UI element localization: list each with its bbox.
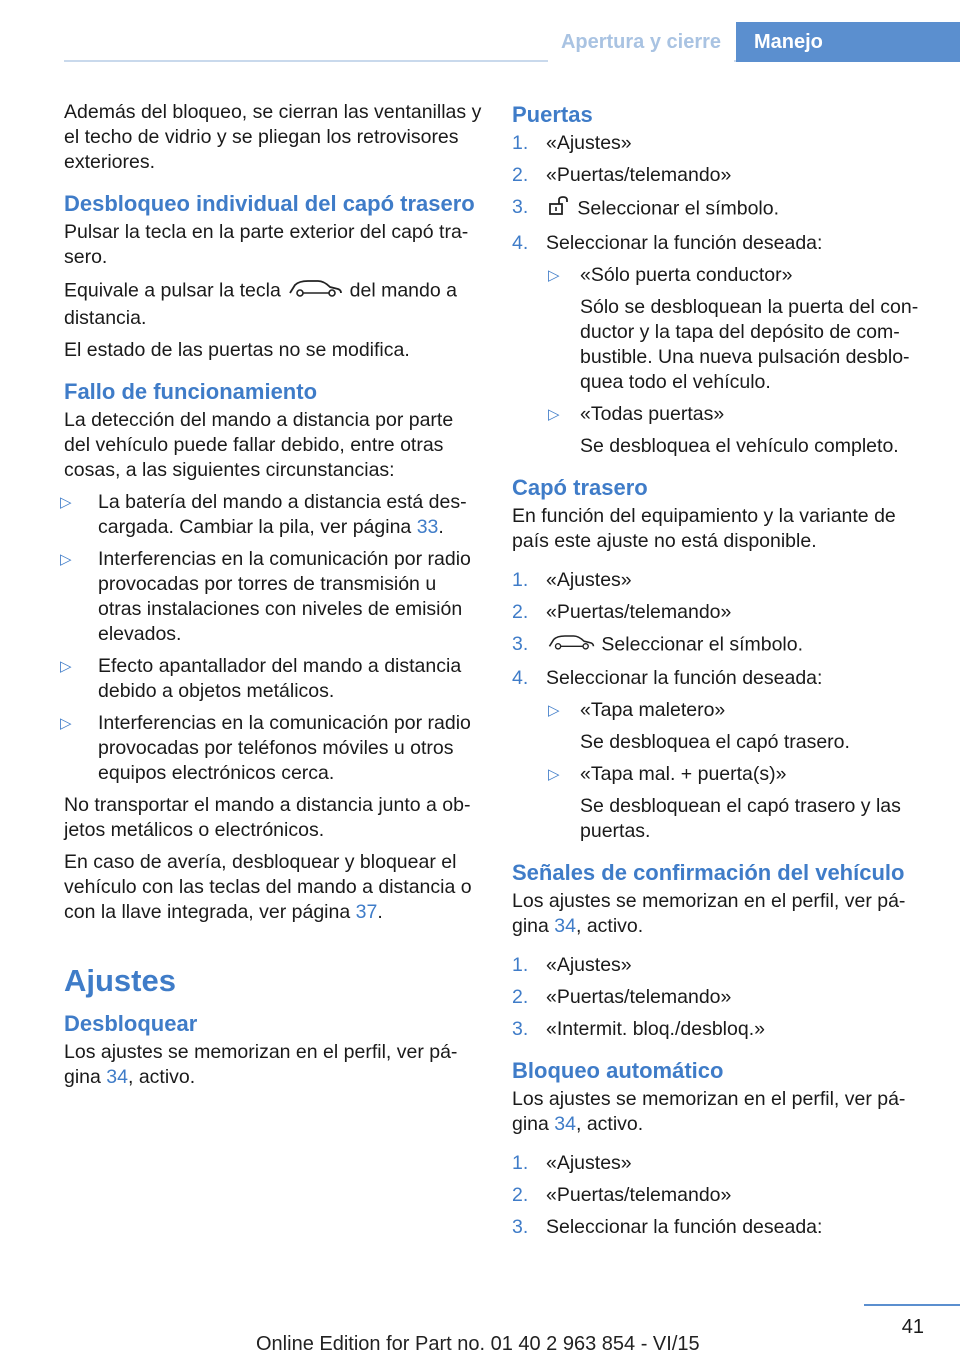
page-link[interactable]: 34 bbox=[554, 1113, 576, 1135]
unlock-icon bbox=[546, 195, 572, 224]
malfunction-list bbox=[64, 490, 484, 786]
step-item: 3. Seleccionar el símbolo. bbox=[512, 632, 932, 659]
paragraph-with-icon bbox=[64, 277, 484, 331]
option-item: ▷ «Sólo puerta conductor» Sólo se desbloquean la puerta del con‐ductor y la tapa del depósito de com‐bustible. Una nueva pulsación desblo‐quea todo el vehículo. bbox=[546, 263, 932, 395]
list-item: ▷ Interferencias en la comunicación por radio provocadas por torres de transmisión u otras instalaciones con niveles de emisión elevados. bbox=[64, 547, 484, 647]
paragraph: Pulsar la tecla en la parte exterior del capó tra‐sero. bbox=[64, 221, 469, 268]
page-link[interactable]: 33 bbox=[416, 516, 439, 538]
list-item: ▷ Interferencias en la comunicación por radio provocadas por teléfonos móviles u otros equipos electrónicos cerca. bbox=[64, 711, 484, 786]
car-trunk-icon bbox=[546, 632, 596, 659]
step-item: 3. «Intermit. bloq./desbloq.» bbox=[512, 1018, 765, 1040]
heading-trunk: Capó trasero bbox=[512, 475, 648, 500]
step-item: 3. Seleccionar la función deseada: bbox=[512, 1216, 823, 1238]
paragraph: Los ajustes se memorizan en el perfil, ver pá‐gina 34, activo. bbox=[512, 890, 906, 937]
intro-paragraph: Además del bloqueo, se cierran las ventanillas y el techo de vidrio y se pliegan los retrovisores exteriores. bbox=[64, 101, 482, 173]
option-item: ▷ «Tapa mal. + puerta(s)» Se desbloquean el capó trasero y las puertas. bbox=[546, 762, 932, 844]
step-item: 4. Seleccionar la función deseada: ▷ «Sólo puerta conductor» Sólo se desbloquean la puerta del con‐ductor y la tapa del depósito de com‐bustible. Una nueva pulsación desblo‐quea todo el vehículo. ▷ «Todas puertas» Se desbloquea el vehículo completo. bbox=[512, 231, 932, 459]
footer-rule bbox=[864, 1304, 960, 1306]
heading-individual-unlock: Desbloqueo individual del capó trasero bbox=[64, 191, 475, 216]
step-item: 1. «Ajustes» bbox=[512, 132, 632, 154]
step-item: 3. Seleccionar el símbolo. bbox=[512, 195, 932, 224]
heading-auto-lock: Bloqueo automático bbox=[512, 1058, 724, 1083]
list-item: ▷ La batería del mando a distancia está des‐cargada. Cambiar la pila, ver página 33. bbox=[64, 490, 484, 540]
option-item: ▷ «Todas puertas» Se desbloquea el vehículo completo. bbox=[546, 402, 932, 459]
paragraph: Los ajustes se memorizan en el perfil, ver pá‐gina 34, activo. bbox=[512, 1088, 906, 1135]
doors-steps bbox=[512, 131, 932, 459]
heading-settings: Ajustes bbox=[64, 963, 176, 998]
heading-doors: Puertas bbox=[512, 102, 593, 127]
paragraph: En caso de avería, desbloquear y bloquear el vehículo con las teclas del mando a distancia o con la llave integrada, ver página 37. bbox=[64, 851, 472, 923]
step-item: 2. «Puertas/telemando» bbox=[512, 1184, 732, 1206]
page-number: 41 bbox=[901, 1316, 924, 1338]
step-item: 2. «Puertas/telemando» bbox=[512, 986, 732, 1008]
step-item: 2. «Puertas/telemando» bbox=[512, 164, 732, 186]
option-item: ▷ «Tapa maletero» Se desbloquea el capó trasero. bbox=[546, 698, 932, 755]
option-list bbox=[546, 263, 932, 459]
header-current-tab[interactable]: Manejo bbox=[736, 22, 960, 62]
step-item: 1. «Ajustes» bbox=[512, 569, 632, 591]
step-item: 2. «Puertas/telemando» bbox=[512, 601, 732, 623]
header-section-tab[interactable]: Apertura y cierre bbox=[548, 22, 734, 62]
option-list bbox=[546, 698, 932, 844]
text: del mando a distancia. bbox=[64, 279, 457, 329]
right-column bbox=[512, 100, 932, 1247]
step-item: 4. Seleccionar la función deseada: ▷ «Tapa maletero» Se desbloquea el capó trasero. ▷ «Tapa mal. + puerta(s)» Se desbloquean el capó trasero y las puertas. bbox=[512, 666, 932, 844]
car-trunk-icon bbox=[286, 277, 344, 306]
heading-malfunction: Fallo de funcionamiento bbox=[64, 379, 318, 404]
trunk-steps bbox=[512, 568, 932, 844]
step-item: 1. «Ajustes» bbox=[512, 1152, 632, 1174]
page-link[interactable]: 37 bbox=[355, 901, 378, 923]
page-link[interactable]: 34 bbox=[554, 915, 576, 937]
heading-confirmation: Señales de confirmación del vehículo bbox=[512, 860, 905, 885]
confirmation-steps bbox=[512, 953, 932, 1042]
paragraph: No transportar el mando a distancia junto a ob‐jetos metálicos o electrónicos. bbox=[64, 794, 471, 841]
auto-lock-steps bbox=[512, 1151, 932, 1240]
left-column bbox=[64, 100, 484, 1097]
heading-unlock: Desbloquear bbox=[64, 1011, 198, 1036]
paragraph: La detección del mando a distancia por parte del vehículo puede fallar debido, entre otras cosas, a las siguientes circunstancias: bbox=[64, 409, 454, 481]
paragraph: Los ajustes se memorizan en el perfil, ver pá‐gina 34, activo. bbox=[64, 1041, 458, 1088]
text: Equivale a pulsar la tecla bbox=[64, 279, 281, 302]
page-link[interactable]: 34 bbox=[106, 1066, 128, 1088]
paragraph: En función del equipamiento y la variante de país este ajuste no está disponible. bbox=[512, 505, 896, 552]
edition-note: Online Edition for Part no. 01 40 2 963 854 - VI/15 bbox=[256, 1333, 700, 1355]
list-item: ▷ Efecto apantallador del mando a distancia debido a objetos metálicos. bbox=[64, 654, 484, 704]
step-item: 1. «Ajustes» bbox=[512, 954, 632, 976]
paragraph: El estado de las puertas no se modifica. bbox=[64, 339, 410, 361]
